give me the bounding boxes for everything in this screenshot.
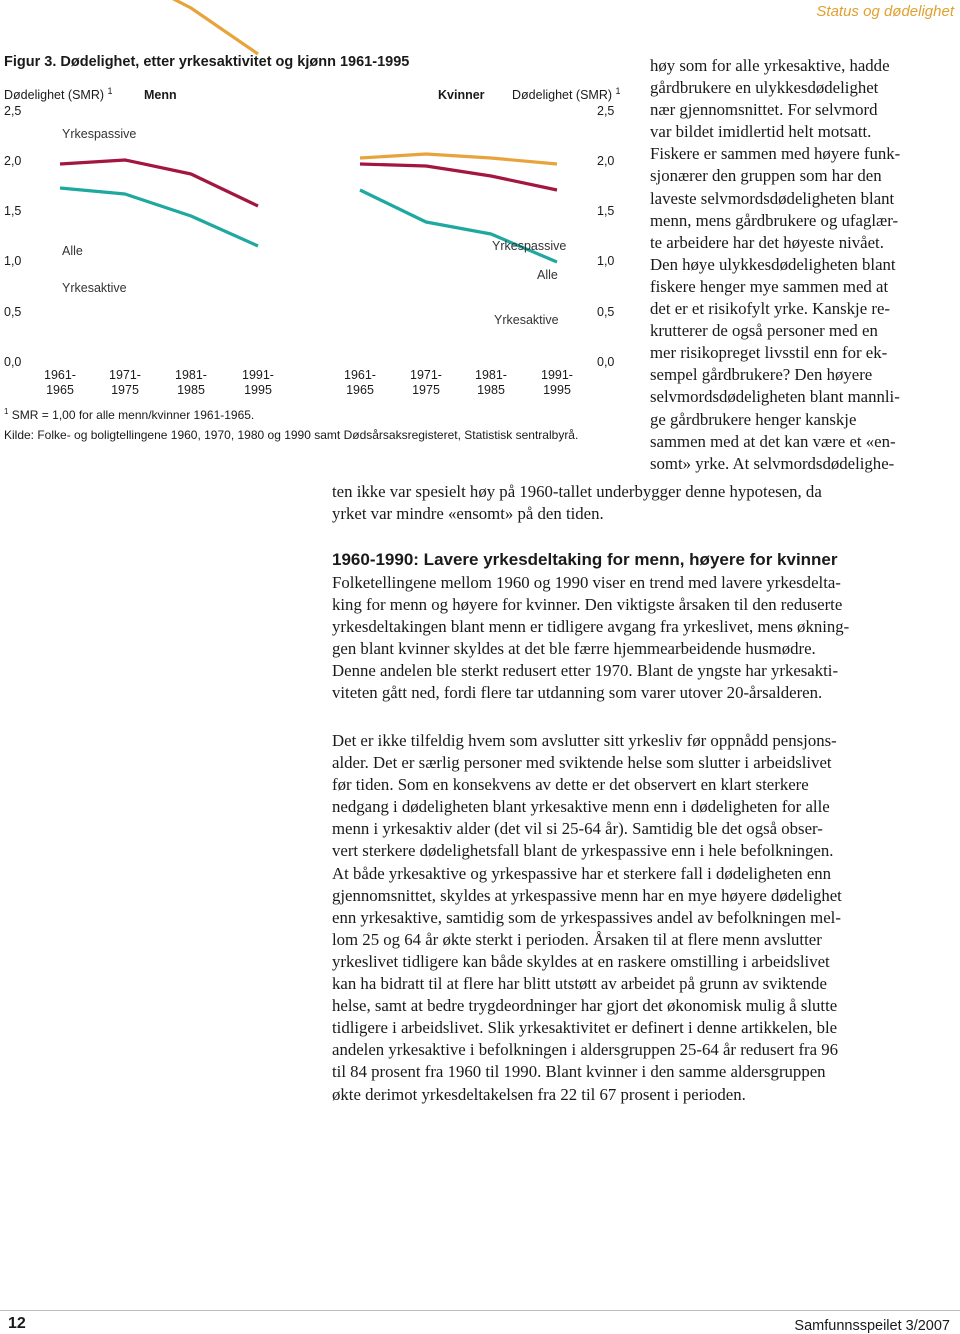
page-number: 12 [8, 1315, 26, 1332]
paragraph-3-line: før tiden. Som en konsekvens av dette er det observert en klart sterkere [332, 775, 809, 795]
paragraph-3-line: gjennomsnittet, skyldes at yrkespassive menn har en mye høyere dødelighet [332, 885, 842, 905]
xtick-men-3-bottom: 1985 [177, 383, 205, 397]
right-column-line: var bildet imidlertid helt motsatt. [650, 122, 872, 142]
y-axis-sup-left: 1 [107, 86, 113, 96]
right-column-text [650, 55, 942, 475]
paragraph-2-line: gen blant kvinner skyldes at det ble færre hjemmearbeidende husmødre. [332, 639, 816, 659]
paragraph-3-line: lom 25 og 64 år økte sterkt i perioden. Årsaken til at flere menn avslutter [332, 929, 822, 949]
men-yrkesaktive-line [60, 188, 258, 246]
ytick-left-2-5: 2,5 [4, 104, 22, 118]
right-column-line: sempel gårdbrukere? Den høyere [650, 365, 873, 385]
ytick-left-0-5: 0,5 [4, 305, 22, 319]
right-column-line: somt» yrke. At selvmordsdødelighe- [650, 453, 895, 473]
xtick-men-3-top: 1981- [175, 368, 207, 382]
xtick-men-4-bottom: 1995 [244, 383, 272, 397]
paragraph-3-line: kan ha bidratt til at flere har blitt utstøtt av arbeidet på grunn av sviktende [332, 974, 827, 994]
ytick-right-0-5: 0,5 [597, 305, 615, 319]
paragraph-2-line: yrkesdeltakingen blant menn er tidligere avgang fra yrkeslivet, mens økning- [332, 617, 850, 637]
label-women-yrkespassive: Yrkespassive [492, 239, 567, 253]
xtick-women-4-bottom: 1995 [543, 383, 571, 397]
paragraph-2 [332, 572, 958, 705]
right-column-line: Den høye ulykkesdødeligheten blant [650, 254, 896, 274]
right-column-line: menn, mens gårdbrukere og ufaglær- [650, 210, 899, 230]
label-men-alle: Alle [62, 244, 83, 258]
paragraph-3-line: At både yrkesaktive og yrkespassive har et sterkere fall i dødeligheten enn [332, 863, 832, 883]
paragraph-3-line: enn yrkesaktive, samtidig som de yrkespassives andel av befolkningen mel- [332, 907, 841, 927]
figure-title: Figur 3. Dødelighet, etter yrkesaktivitet og kjønn 1961-1995 [4, 54, 410, 70]
ytick-left-2-0: 2,0 [4, 154, 22, 168]
paragraph-3-line: Det er ikke tilfeldig hvem som avslutter sitt yrkesliv før oppnådd pensjons- [332, 731, 837, 750]
ytick-right-1-5: 1,5 [597, 204, 615, 218]
paragraph-2-line: Folketellingene mellom 1960 og 1990 viser en trend med lavere yrkesdelta- [332, 573, 841, 592]
right-column-line: selvmordsdødeligheten blant mannli- [650, 387, 900, 407]
paragraph-3 [332, 730, 952, 1106]
ytick-right-2-5: 2,5 [597, 104, 615, 118]
paragraph-1-line: yrket var mindre «ensomt» på den tiden. [332, 504, 604, 524]
footer-rule [0, 1310, 960, 1311]
ytick-right-1-0: 1,0 [597, 254, 615, 268]
ytick-right-0-0: 0,0 [597, 355, 615, 369]
xtick-men-1-top: 1961- [44, 368, 76, 382]
xtick-men-2-bottom: 1975 [111, 383, 139, 397]
women-yrkespassive-line [360, 154, 557, 164]
ytick-left-1-5: 1,5 [4, 204, 22, 218]
y-axis-title-left-text: Dødelighet (SMR) [4, 88, 105, 103]
paragraph-2-line: Denne andelen ble sterkt redusert etter 1970. Blant de yngste har yrkesakti- [332, 661, 839, 681]
men-alle-line [60, 160, 258, 206]
figure-source: Kilde: Folke- og boligtellingene 1960, 1970, 1980 og 1990 samt Dødsårsaksregisteret, Statistisk sentralbyrå. [4, 428, 579, 442]
running-head: Status og dødelighet [816, 3, 954, 20]
right-column-line: fiskere henger mye sammen med at [650, 276, 889, 296]
xtick-men-4-top: 1991- [242, 368, 274, 382]
paragraph-3-line: helse, samt at bedre trygdeordninger har gjort det økonomisk mulig å slutte [332, 996, 838, 1016]
xtick-men-1-bottom: 1965 [46, 383, 74, 397]
journal-name: Samfunnsspeilet 3/2007 [794, 1318, 950, 1334]
label-men-yrkesaktive: Yrkesaktive [62, 281, 127, 295]
panel-title-men: Menn [144, 88, 177, 102]
xtick-women-2-bottom: 1975 [412, 383, 440, 397]
right-column-line: krutterer de også personer med en [650, 321, 878, 341]
paragraph-1-line: ten ikke var spesielt høy på 1960-tallet underbygger denne hypotesen, da [332, 482, 822, 501]
section-heading: 1960-1990: Lavere yrkesdeltaking for menn, høyere for kvinner [332, 550, 838, 569]
ytick-left-1-0: 1,0 [4, 254, 22, 268]
right-column-line: sammen med at det kan være et «en- [650, 431, 896, 451]
xtick-women-3-bottom: 1985 [477, 383, 505, 397]
right-column-line: mer risikopreget livsstil enn for ek- [650, 343, 888, 363]
footnote-sup: 1 [4, 407, 9, 416]
right-column-line: gårdbrukere en ulykkesdødelighet [650, 78, 879, 98]
right-column-line: laveste selvmordsdødeligheten blant [650, 188, 895, 208]
right-column-line: det er et risikofylt yrke. Kanskje re- [650, 299, 890, 319]
figure-footnote [4, 407, 254, 422]
label-men-yrkespassive: Yrkespassive [62, 127, 137, 141]
men-yrkespassive-line [60, 0, 258, 54]
y-axis-title-right-text: Dødelighet (SMR) [512, 88, 613, 103]
right-column-line: te arbeidere har det høyeste nivået. [650, 232, 884, 252]
footnote-text: SMR = 1,00 for alle menn/kvinner 1961-1965. [11, 408, 255, 422]
xtick-men-2-top: 1971- [109, 368, 141, 382]
right-column-line: ge gårdbrukere henger kanskje [650, 409, 857, 429]
right-column-line: høy som for alle yrkesaktive, hadde [650, 56, 890, 75]
paragraph-3-line: andelen yrkesaktive i befolkningen i aldersgruppen 25-64 år redusert fra 96 [332, 1040, 839, 1060]
paragraph-3-line: tidligere i arbeidslivet. Slik yrkesaktivitet er definert i denne artikkelen, ble [332, 1018, 838, 1038]
y-axis-sup-right: 1 [615, 86, 621, 96]
paragraph-1-tail [332, 481, 942, 525]
women-alle-line [360, 164, 557, 190]
paragraph-3-line: yrkeslivet tidligere kan både skyldes at en raskere omstilling i arbeidslivet [332, 951, 830, 971]
xtick-women-4-top: 1991- [541, 368, 573, 382]
right-column-line: Fiskere er sammen med høyere funk- [650, 144, 901, 164]
paragraph-3-line: økte derimot yrkesdeltakelsen fra 22 til 67 prosent i perioden. [332, 1084, 746, 1104]
paragraph-3-line: til 84 prosent fra 1960 til 1990. Blant kvinner i den samme aldersgruppen [332, 1062, 826, 1082]
paragraph-2-line: king for menn og høyere for kvinner. Den viktigste årsaken til den reduserte [332, 595, 843, 615]
xtick-women-1-top: 1961- [344, 368, 376, 382]
paragraph-2-line: viteten gått ned, fordi flere tar utdanning som varer utover 20-årsalderen. [332, 683, 823, 703]
paragraph-3-line: vert sterkere dødelighetsfall blant de yrkespassive enn i hele befolkningen. [332, 841, 834, 861]
label-women-alle: Alle [537, 268, 558, 282]
paragraph-3-line: alder. Det er særlig personer med sviktende helse som slutter i arbeidslivet [332, 753, 832, 773]
panel-title-women: Kvinner [438, 88, 485, 102]
paragraph-3-line: menn i yrkesaktiv alder (det vil si 25-64 år). Samtidig ble det også obser- [332, 819, 823, 839]
ytick-left-0-0: 0,0 [4, 355, 22, 369]
label-women-yrkesaktive: Yrkesaktive [494, 313, 559, 327]
xtick-women-1-bottom: 1965 [346, 383, 374, 397]
right-column-line: nær gjennomsnittet. For selvmord [650, 100, 878, 120]
ytick-right-2-0: 2,0 [597, 154, 615, 168]
xtick-women-2-top: 1971- [410, 368, 442, 382]
xtick-women-3-top: 1981- [475, 368, 507, 382]
paragraph-3-line: nedgang i dødeligheten blant yrkesaktive menn enn i dødeligheten for alle [332, 797, 830, 817]
right-column-line: sjonærer den gruppen som har den [650, 166, 882, 186]
